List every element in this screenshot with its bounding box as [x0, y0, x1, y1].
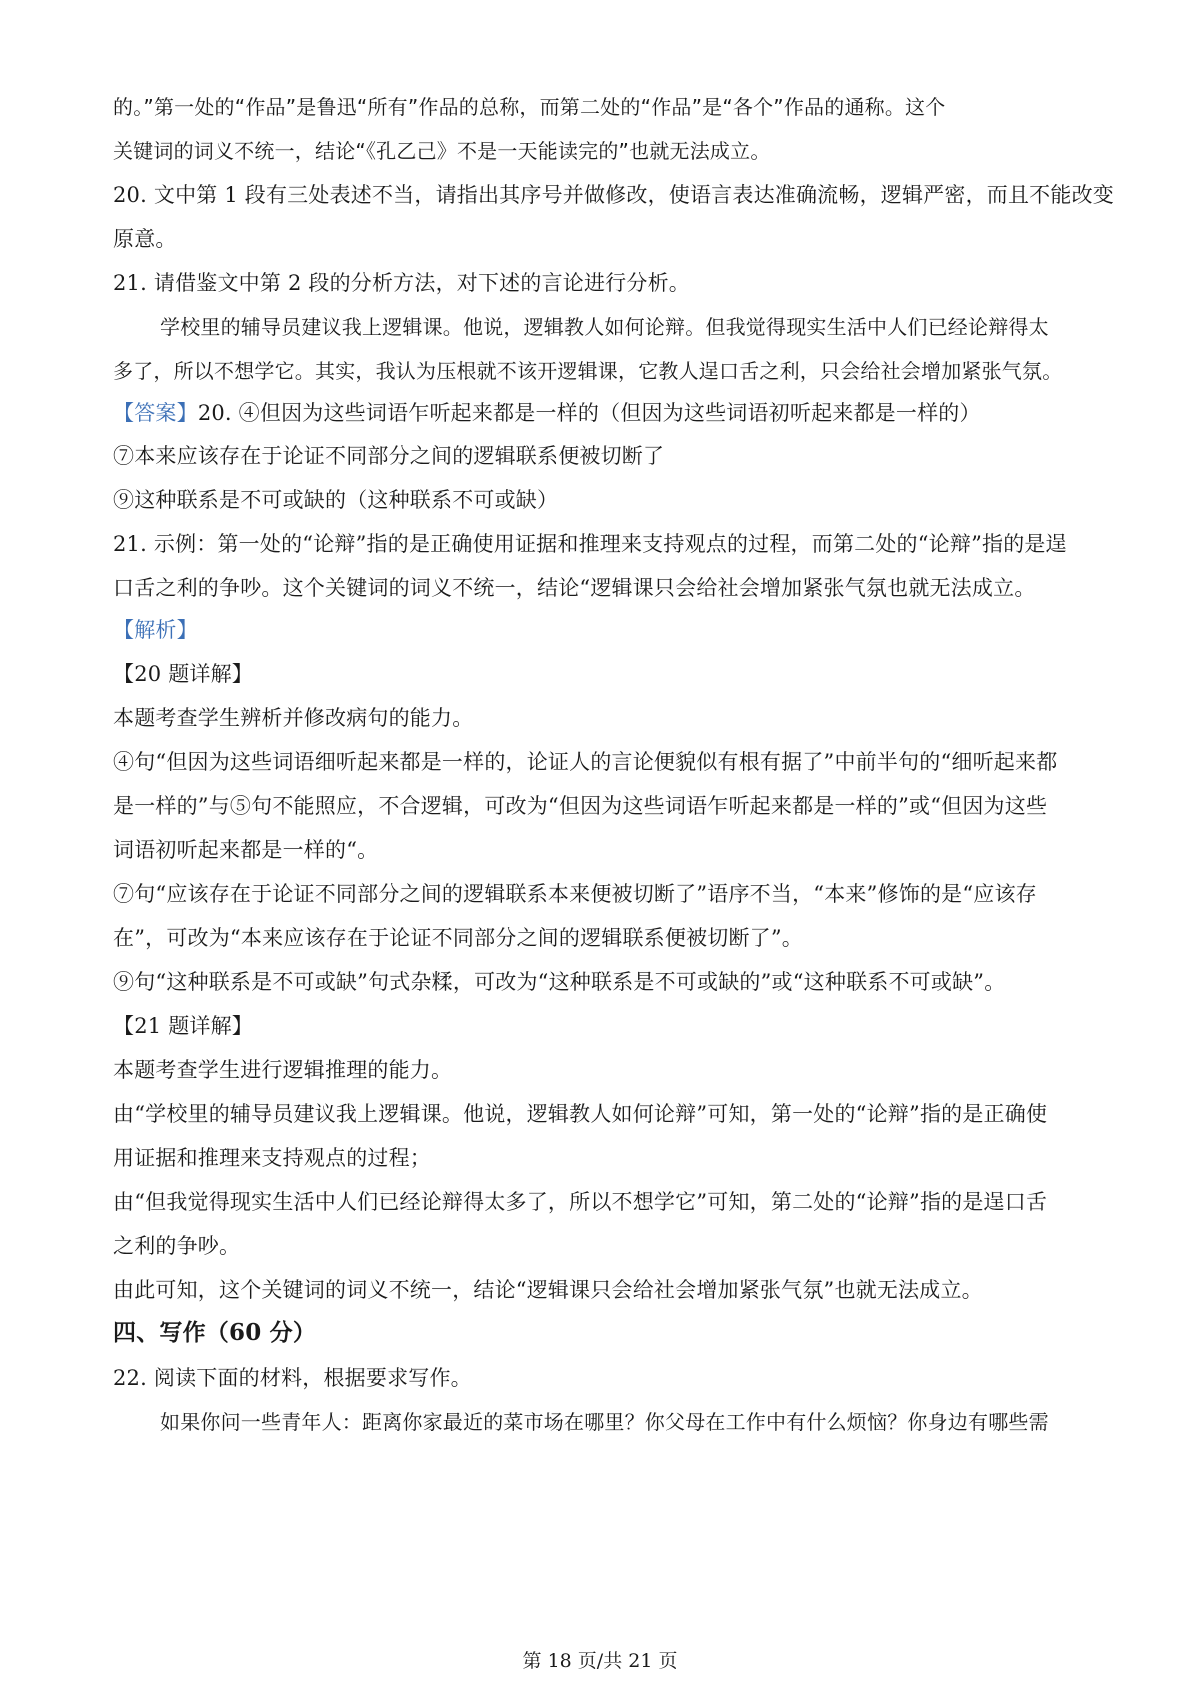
text-line: 在”，可改为“本来应该存在于论证不同部分之间的逻辑联系便被切断了”。: [113, 926, 804, 950]
analysis-tag: 【解析】: [113, 618, 198, 642]
detail-heading-21: 【21 题详解】: [113, 1014, 253, 1038]
detail-heading-20: 【20 题详解】: [113, 662, 253, 686]
question-22: 22. 阅读下面的材料，根据要求写作。: [113, 1366, 472, 1390]
text-line: 的。”第一处的“作品”是鲁迅“所有”作品的总称，而第二处的“作品”是“各个”作品的通称。这个: [113, 95, 946, 119]
text-line: 原意。: [113, 227, 177, 251]
text-line: 之利的争吵。: [113, 1234, 241, 1258]
text-line: 关键词的词义不统一，结论“《孔乙己》不是一天能读完的”也就无法成立。: [113, 139, 771, 163]
quoted-passage-line: 多了，所以不想学它。其实，我认为压根就不该开逻辑课，它教人逞口舌之利，只会给社会增加紧张气氛。: [113, 359, 1063, 383]
text-line: ④句“但因为这些词语细听起来都是一样的，论证人的言论便貌似有根有据了”中前半句的“细听起来都: [113, 750, 1058, 774]
answer-tag: 【答案】: [113, 401, 198, 425]
question-21: 21. 请借鉴文中第 2 段的分析方法，对下述的言论进行分析。: [113, 271, 690, 295]
material-line: 如果你问一些青年人：距离你家最近的菜市场在哪里？你父母在工作中有什么烦恼？你身边有哪些需: [160, 1410, 1049, 1434]
text-line: 用证据和推理来支持观点的过程；: [113, 1146, 431, 1170]
answer-21: 21. 示例：第一处的“论辩”指的是正确使用证据和推理来支持观点的过程，而第二处的“论辩”指的是逞: [113, 532, 1067, 556]
text-line: 由“但我觉得现实生活中人们已经论辩得太多了，所以不想学它”可知，第二处的“论辩”指的是逞口舌: [113, 1190, 1048, 1214]
answer-line: ⑦本来应该存在于论证不同部分之间的逻辑联系便被切断了: [113, 444, 665, 468]
answer-line: 口舌之利的争吵。这个关键词的词义不统一，结论“逻辑课只会给社会增加紧张气氛也就无法成立。: [113, 576, 1036, 600]
section-heading: 四、写作（60 分）: [113, 1319, 317, 1346]
text-line: ⑦句“应该存在于论证不同部分之间的逻辑联系本来便被切断了”语序不当，“本来”修饰的是“应该存: [113, 882, 1037, 906]
quoted-passage-line: 学校里的辅导员建议我上逻辑课。他说，逻辑教人如何论辩。但我觉得现实生活中人们已经论辩得太: [160, 315, 1049, 339]
answer-20: 20. ④但因为这些词语乍听起来都是一样的（但因为这些词语初听起来都是一样的）: [197, 401, 981, 425]
answer-line: [113, 398, 981, 428]
text-line: 词语初听起来都是一样的“。: [113, 838, 379, 862]
text-line: 是一样的”与⑤句不能照应，不合逻辑，可改为“但因为这些词语乍听起来都是一样的”或“但因为这些: [113, 794, 1048, 818]
page-footer: 第 18 页/共 21 页: [522, 1650, 678, 1672]
text-line: 本题考查学生辨析并修改病句的能力。: [113, 706, 474, 730]
text-line: 由此可知，这个关键词的词义不统一，结论“逻辑课只会给社会增加紧张气氛”也就无法成立。: [113, 1278, 983, 1302]
text-line: ⑨句“这种联系是不可或缺”句式杂糅，可改为“这种联系是不可或缺的”或“这种联系不可或缺”。: [113, 970, 1006, 994]
answer-line: ⑨这种联系是不可或缺的（这种联系不可或缺）: [113, 488, 559, 512]
question-20: 20. 文中第 1 段有三处表述不当，请指出其序号并做修改，使语言表达准确流畅，逻辑严密，而且不能改变: [113, 183, 1114, 207]
text-line: 本题考查学生进行逻辑推理的能力。: [113, 1058, 453, 1082]
text-line: 由“学校里的辅导员建议我上逻辑课。他说，逻辑教人如何论辩”可知，第一处的“论辩”指的是正确使: [113, 1102, 1048, 1126]
